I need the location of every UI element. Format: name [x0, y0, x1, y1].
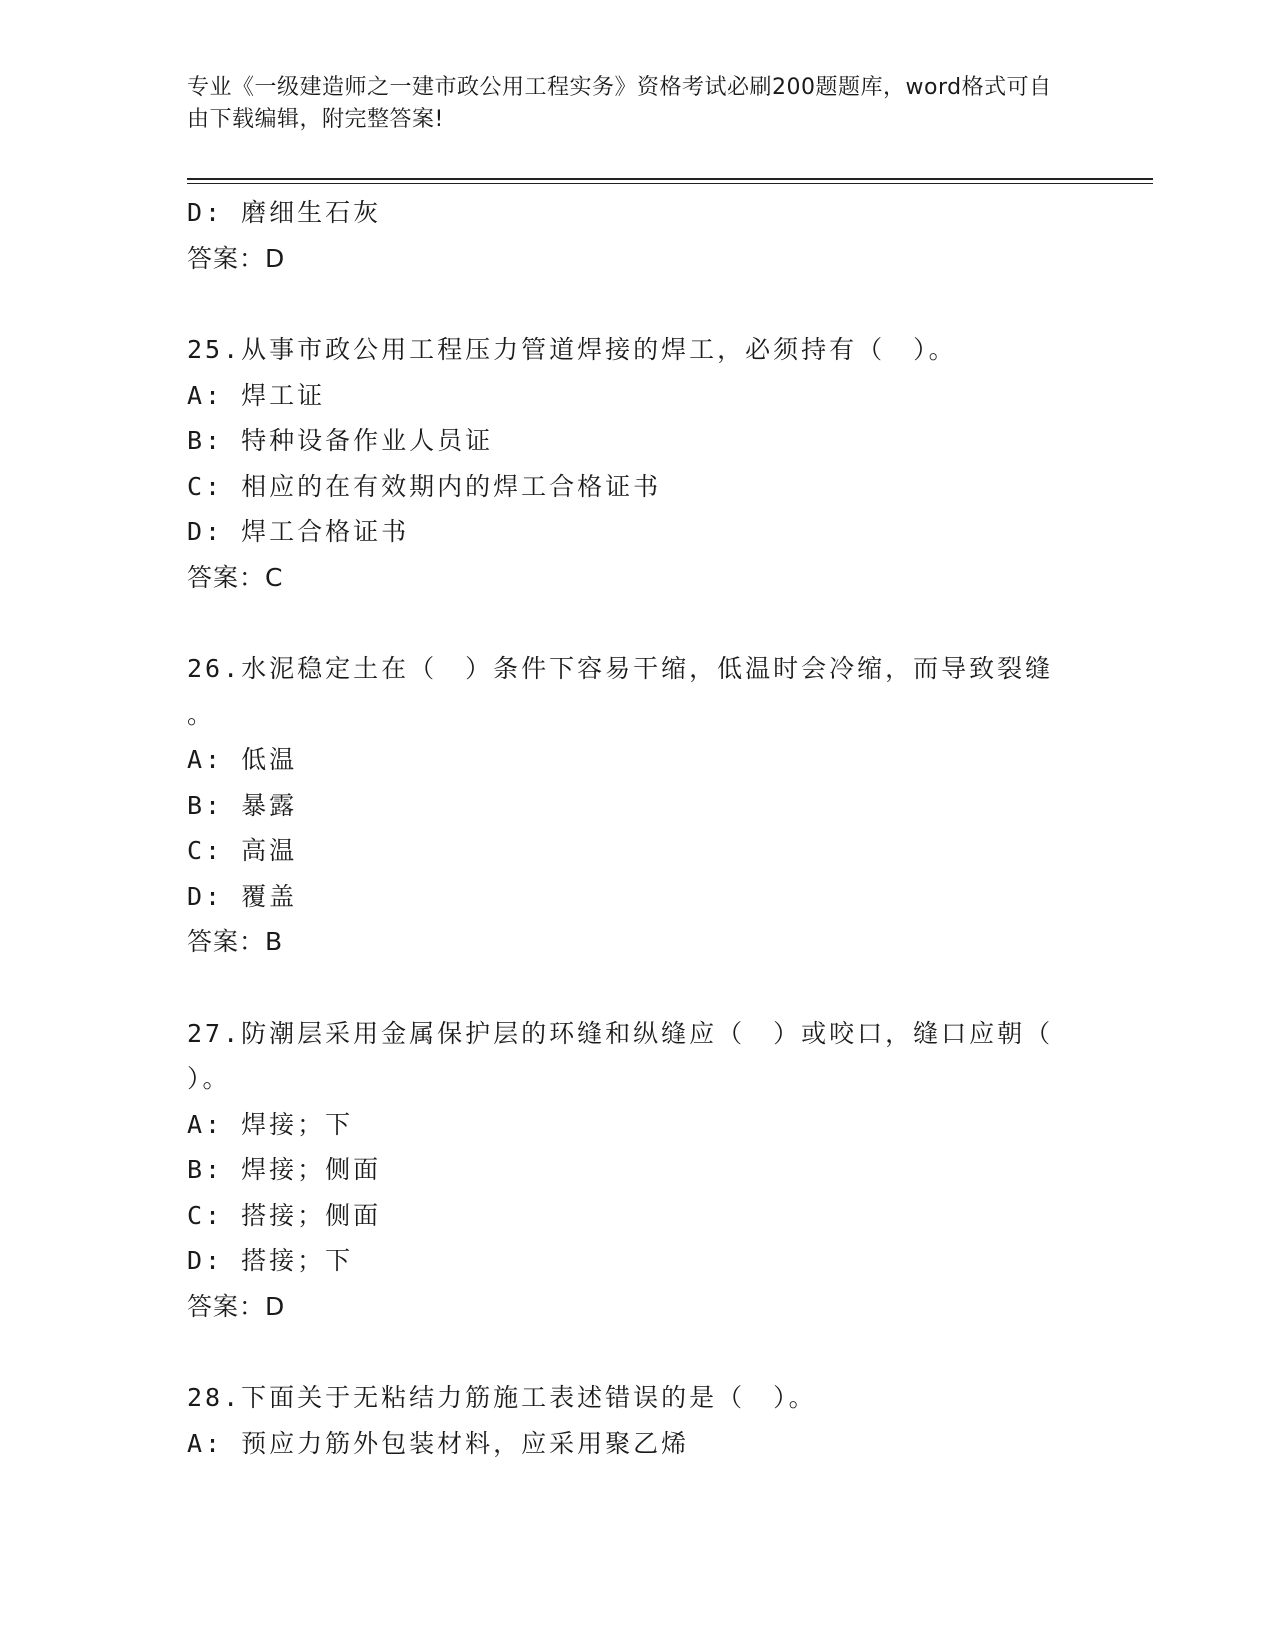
question-27-stem-line1: 27.防潮层采用金属保护层的环缝和纵缝应（ ）或咬口，缝口应朝（ — [187, 1018, 1054, 1048]
question-26-option-b: B: 暴露 — [187, 790, 298, 820]
prev-option-d: D: 磨细生石灰 — [187, 198, 382, 227]
document-header — [187, 72, 1067, 136]
question-27-stem-line2: ）。 — [187, 1064, 231, 1093]
question-26-stem-line1: 26.水泥稳定土在（ ）条件下容易干缩，低温时会冷缩，而导致裂缝 — [187, 654, 1054, 683]
question-27-option-d: D: 搭接；下 — [187, 1246, 354, 1275]
question-26-stem-line2: 。 — [187, 699, 216, 729]
question-25-stem: 25.从事市政公用工程压力管道焊接的焊工，必须持有（ ）。 — [187, 335, 957, 364]
question-27-answer: 答案：D — [187, 1291, 286, 1321]
question-27-option-c: C: 搭接；侧面 — [187, 1200, 382, 1230]
header-rule-thick — [187, 178, 1153, 180]
header-rule-thin — [187, 183, 1153, 184]
question-content — [187, 190, 1087, 1466]
spacer — [187, 1329, 1087, 1375]
spacer — [187, 965, 1087, 1011]
question-27-option-a: A: 焊接；下 — [187, 1109, 354, 1139]
question-25-option-a: A: 焊工证 — [187, 380, 326, 410]
question-26-option-c: C: 高温 — [187, 836, 298, 865]
question-25-answer: 答案：C — [187, 562, 284, 592]
question-28-stem: 28.下面关于无粘结力筋施工表述错误的是（ ）。 — [187, 1383, 817, 1412]
header-title: 专业《一级建造师之一建市政公用工程实务》资格考试必刷200题题库，word格式可自由下载编辑，附完整答案! — [187, 75, 1052, 132]
question-26-option-d: D: 覆盖 — [187, 881, 298, 911]
question-25-option-c: C: 相应的在有效期内的焊工合格证书 — [187, 471, 662, 501]
question-27-option-b: B: 焊接；侧面 — [187, 1155, 382, 1184]
prev-answer: 答案：D — [187, 243, 286, 273]
spacer — [187, 600, 1087, 646]
question-28-option-a: A: 预应力筋外包装材料，应采用聚乙烯 — [187, 1428, 690, 1458]
question-26-answer: 答案：B — [187, 927, 284, 956]
question-26-option-a: A: 低温 — [187, 745, 298, 774]
question-25-option-d: D: 焊工合格证书 — [187, 517, 410, 546]
spacer — [187, 281, 1087, 327]
question-25-option-b: B: 特种设备作业人员证 — [187, 426, 494, 455]
